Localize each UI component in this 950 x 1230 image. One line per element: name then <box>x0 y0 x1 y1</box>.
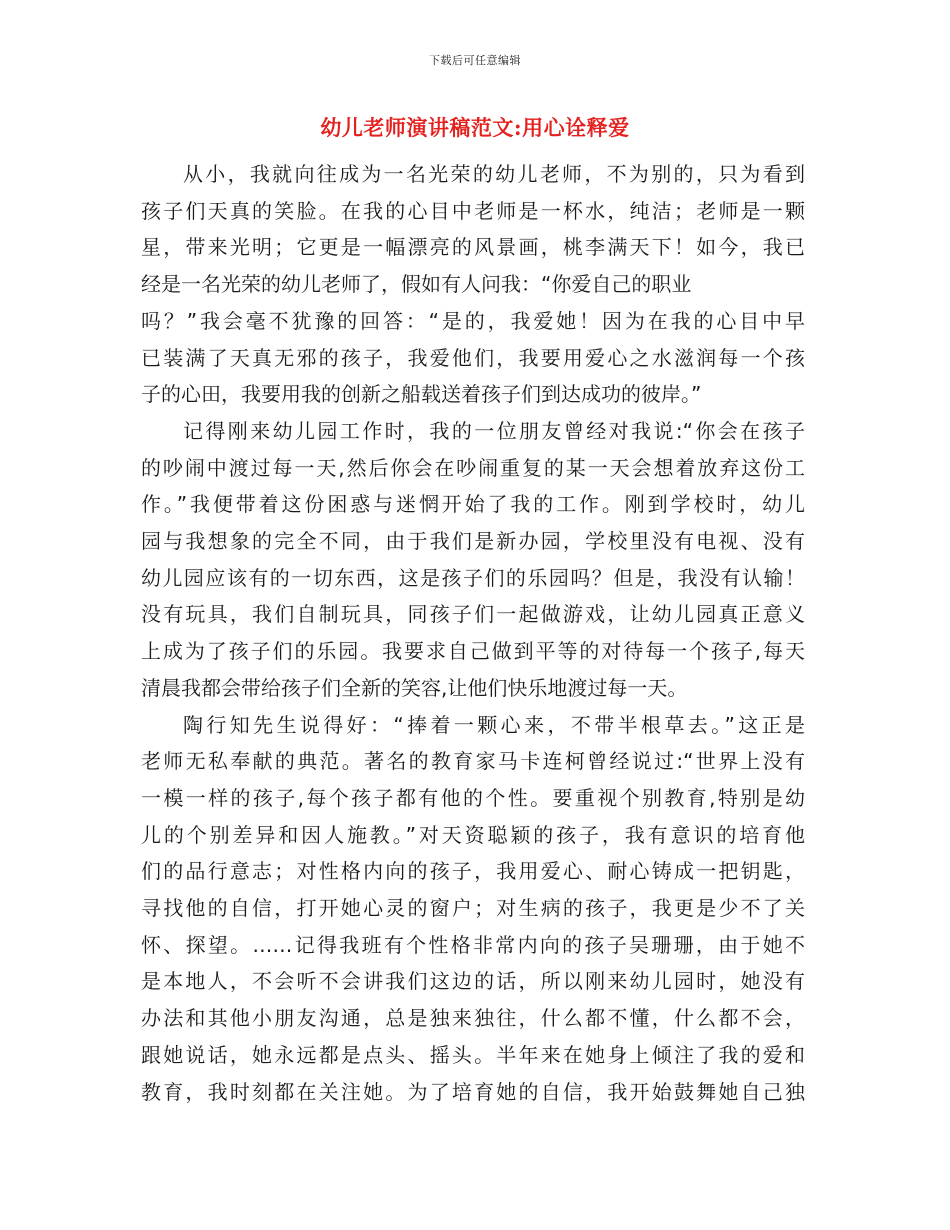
header-note: 下载后可任意编辑 <box>429 54 521 67</box>
text-line: 寻找他的自信，打开她心灵的窗户；对生病的孩子，我更是少不了关 <box>141 896 805 921</box>
text-line: 陶行知先生说得好：“捧着一颗心来，不带半根草去。”这正是 <box>183 712 805 737</box>
document-title: 幼儿老师演讲稿范文:用心诠释爱 <box>320 115 630 140</box>
paragraph <box>141 707 805 1111</box>
paragraph <box>141 413 805 707</box>
text-line: 们的品行意志；对性格内向的孩子，我用爱心、耐心铸成一把钥匙， <box>141 859 805 884</box>
text-line: 作。”我便带着这份困惑与迷惘开始了我的工作。刚到学校时，幼儿 <box>141 492 805 517</box>
text-line: 儿的个别差异和因人施教。”对天资聪颖的孩子，我有意识的培育他 <box>141 822 805 847</box>
text-line: 经是一名光荣的幼儿老师了，假如有人问我：“你爱自己的职业 <box>141 272 692 297</box>
text-line: 孩子们天真的笑脸。在我的心目中老师是一杯水，纯洁；老师是一颗 <box>141 198 805 223</box>
text-line: 跟她说话，她永远都是点头、摇头。半年来在她身上倾注了我的爱和 <box>141 1042 805 1067</box>
text-line: 幼儿园应该有的一切东西，这是孩子们的乐园吗？但是，我没有认输！ <box>141 565 805 590</box>
document-body <box>141 156 805 1110</box>
text-line: 星，带来光明；它更是一幅漂亮的风景画，桃李满天下！如今，我已 <box>141 235 805 260</box>
text-line: 园与我想象的完全不同，由于我们是新办园，学校里没有电视、没有 <box>141 529 805 554</box>
text-line: 上成为了孩子们的乐园。我要求自己做到平等的对待每一个孩子,每天 <box>141 639 805 664</box>
text-line: 的吵闹中渡过每一天,然后你会在吵闹重复的某一天会想着放弃这份工 <box>141 455 805 480</box>
paragraph <box>141 156 805 413</box>
text-line: 从小，我就向往成为一名光荣的幼儿老师，不为别的，只为看到 <box>183 162 805 186</box>
text-line: 是本地人，不会听不会讲我们这边的话，所以刚来幼儿园时，她没有 <box>141 969 805 994</box>
text-line: 办法和其他小朋友沟通，总是独来独往，什么都不懂，什么都不会， <box>141 1006 805 1031</box>
text-line: 子的心田，我要用我的创新之船载送着孩子们到达成功的彼岸。” <box>141 382 702 407</box>
text-line: 没有玩具，我们自制玩具，同孩子们一起做游戏，让幼儿园真正意义 <box>141 602 805 627</box>
text-line: 已装满了天真无邪的孩子，我爱他们，我要用爱心之水滋润每一个孩 <box>141 345 805 370</box>
text-line: 吗？”我会毫不犹豫的回答：“是的，我爱她！因为在我的心目中早 <box>141 308 805 333</box>
text-line: 怀、探望。……记得我班有个性格非常内向的孩子吴珊珊，由于她不 <box>141 932 805 957</box>
text-line: 一模一样的孩子,每个孩子都有他的个性。要重视个别教育,特别是幼 <box>141 785 805 810</box>
text-line: 记得刚来幼儿园工作时，我的一位朋友曾经对我说:“你会在孩子 <box>183 418 805 443</box>
text-line: 教育，我时刻都在关注她。为了培育她的自信，我开始鼓舞她自己独 <box>141 1079 805 1104</box>
text-line: 老师无私奉献的典范。著名的教育家马卡连柯曾经说过:“世界上没有 <box>141 749 805 774</box>
text-line: 清晨我都会带给孩子们全新的笑容,让他们快乐地渡过每一天。 <box>141 675 688 700</box>
